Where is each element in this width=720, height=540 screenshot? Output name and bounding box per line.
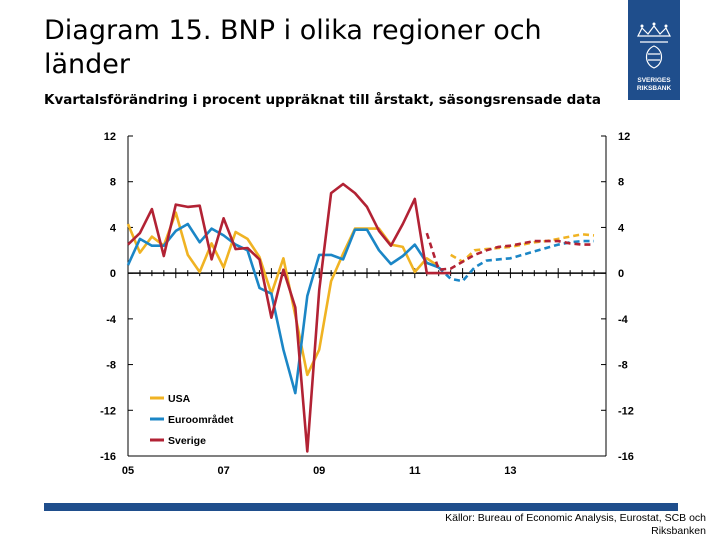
y-tick-label-right: 12 xyxy=(618,131,631,143)
y-tick-label-left: -4 xyxy=(106,313,116,326)
legend-label: USA xyxy=(168,393,191,405)
y-tick-label-left: 4 xyxy=(109,222,116,235)
y-tick-label-left: 12 xyxy=(103,131,116,143)
y-tick-label-right: -12 xyxy=(618,405,634,418)
y-tick-label-right: 8 xyxy=(618,176,625,189)
y-tick-label-right: 0 xyxy=(618,268,625,281)
y-tick-label-left: -12 xyxy=(100,405,116,418)
y-tick-label-right: -16 xyxy=(618,451,634,463)
page-subtitle: Kvartalsförändring i procent uppräknat till årstakt, säsongsrensade data xyxy=(44,92,601,108)
y-tick-label-right: 4 xyxy=(618,222,625,235)
y-tick-label-right: -8 xyxy=(618,359,628,372)
source-note: Källor: Bureau of Economic Analysis, Eurostat, SCB och Riksbanken xyxy=(445,512,706,537)
x-tick-label: 09 xyxy=(313,465,326,477)
series-line-euroomrdet xyxy=(128,224,439,393)
y-tick-label-left: -8 xyxy=(106,359,116,372)
series-line-sverige xyxy=(128,184,451,451)
x-tick-label: 07 xyxy=(217,465,230,477)
x-tick-label: 11 xyxy=(408,465,421,477)
y-tick-label-right: -4 xyxy=(618,313,628,326)
series-forecast-sverige xyxy=(427,233,594,270)
x-tick-label: 13 xyxy=(504,465,517,477)
footer-bar xyxy=(44,503,678,511)
y-tick-label-left: 0 xyxy=(109,268,116,281)
x-tick-label: 05 xyxy=(121,465,135,477)
y-tick-label-left: -16 xyxy=(100,451,116,463)
page-title: Diagram 15. BNP i olika regioner och länder xyxy=(44,15,542,80)
legend-label: Sverige xyxy=(168,435,206,447)
legend-label: Euroområdet xyxy=(168,414,234,426)
logo-text-line1: SVERIGES xyxy=(637,77,671,84)
logo-text-line2: RIKSBANK xyxy=(636,85,672,92)
y-tick-label-left: 8 xyxy=(109,176,116,189)
